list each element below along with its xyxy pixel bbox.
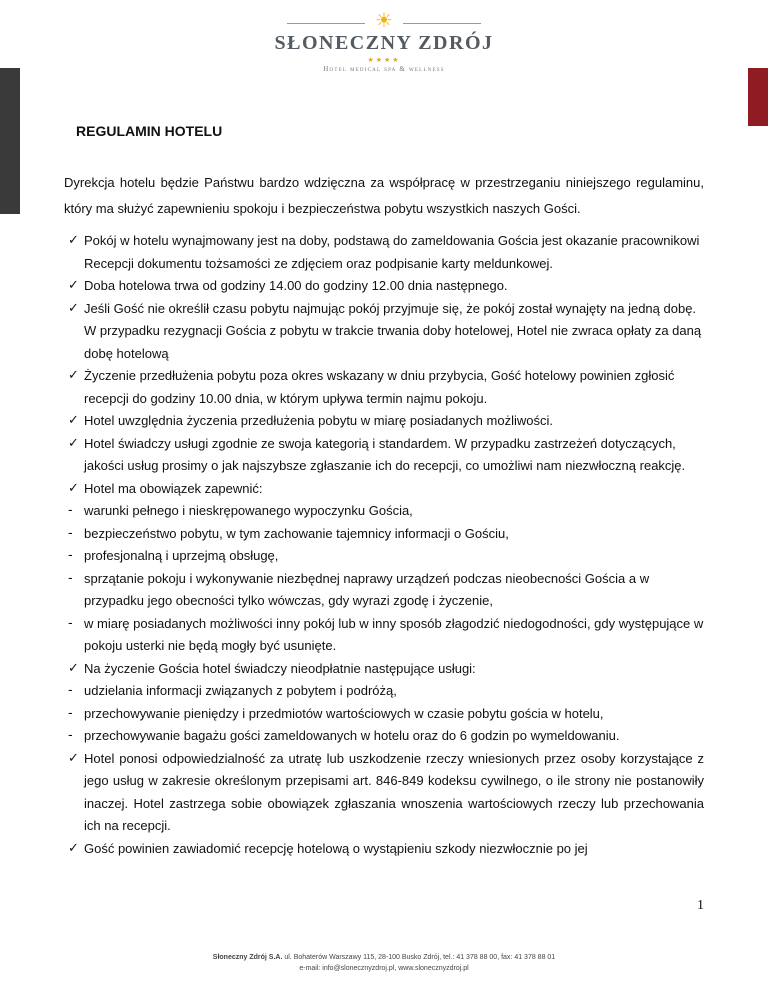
logo-rule-right [403,23,481,24]
checkmark-icon: ✓ [68,840,79,856]
rule-text: sprzątanie pokoju i wykonywanie niezbędnej naprawy urządzeń podczas nieobecności Gościa a w przypadku jego obecności tylko wówczas, gdy wyrazi zgodę i życzenie, [84,570,650,608]
rule-text: bezpieczeństwo pobytu, w tym zachowanie tajemnicy informacji o Gościu, [84,525,509,541]
sub-item [64,545,704,568]
checkmark-icon: ✓ [68,750,79,766]
rule-item [64,230,704,275]
rule-text: Hotel świadczy usługi zgodnie ze swoja kategorią i standardem. W przypadku zastrzeżeń dotyczących, jakości usług prosimy o jak najszybsze zgłaszanie ich do recepcji, co umożliwi nam niezwłoczną reakcję. [84,435,686,473]
checkmark-icon: ✓ [68,233,79,248]
rule-item [64,478,704,501]
logo-emblem [279,8,489,30]
dash-marker: - [68,570,73,586]
right-accent-bar [748,68,768,126]
page-number: 1 [697,898,704,913]
sub-item [64,523,704,546]
dash-marker: - [68,548,73,563]
dash-marker: - [68,683,73,698]
rule-item [64,433,704,478]
checkmark-icon: ✓ [68,300,79,316]
sun-icon: ☀ [375,8,393,32]
sub-item [64,500,704,523]
rule-item [64,748,704,838]
rule-text: przechowywanie pieniędzy i przedmiotów wartościowych w czasie pobytu gościa w hotelu, [84,705,604,721]
dash-marker: - [68,705,73,721]
rule-item [64,838,704,861]
rule-text: Hotel ma obowiązek zapewnić: [84,480,263,496]
rule-text: profesjonalną i uprzejmą obsługę, [84,548,279,563]
sub-item [64,703,704,726]
rule-text: Życzenie przedłużenia pobytu poza okres wskazany w dniu przybycia, Gość hotelowy powinien zgłosić recepcji do godziny 10.00 dnia, w którym upływa termin najmu pokoju. [84,368,675,406]
footer-address: ul. Bohaterów Warszawy 115, 28-100 Busko Zdrój, tel.: 41 378 88 00, fax: 41 378 88 01 [284,954,556,961]
checkmark-icon: ✓ [68,480,79,496]
footer-address-line [0,952,768,963]
rule-text: Pokój w hotelu wynajmowany jest na doby, podstawą do zameldowania Gościa jest okazanie pracownikowi Recepcji dokumentu tożsamości ze zdjęciem oraz podpisanie karty meldunkowej. [84,233,700,271]
hotel-logo [0,8,768,73]
sub-item [64,613,704,658]
rule-text: Na życzenie Gościa hotel świadczy nieodpłatnie następujące usługi: [84,660,476,676]
left-accent-bar [0,68,20,214]
checkmark-icon: ✓ [68,368,79,383]
rule-text: w miarę posiadanych możliwości inny pokój lub w inny sposób złagodzić niedogodności, gdy występujące w pokoju usterki nie będą mogły być usunięte. [84,615,704,653]
dash-marker: - [68,615,73,631]
checkmark-icon: ✓ [68,435,79,451]
checkmark-icon: ✓ [68,413,79,428]
rule-item [64,658,704,681]
checkmark-icon: ✓ [68,278,79,293]
logo-stars: ★★★★ [367,56,401,64]
footer-company: Słoneczny Zdrój S.A. [212,954,283,961]
rule-text: udzielania informacji związanych z pobytem i podróżą, [84,683,397,698]
rule-item [64,298,704,366]
document-title: REGULAMIN HOTELU [76,123,223,139]
footer-contact: e-mail: info@slonecznyzdroj.pl, www.slonecznyzdroj.pl [299,965,469,972]
rule-text: Doba hotelowa trwa od godziny 14.00 do godziny 12.00 dnia następnego. [84,278,508,293]
rule-item [64,410,704,433]
sub-item [64,568,704,613]
rule-text: warunki pełnego i nieskrępowanego wypoczynku Gościa, [84,503,413,518]
rule-text: Gość powinien zawiadomić recepcję hotelową o wystąpieniu szkody niezwłocznie po jej [84,840,588,856]
rule-item [64,275,704,298]
dash-marker: - [68,525,73,541]
rule-text: Hotel ponosi odpowiedzialność za utratę lub uszkodzenie rzeczy wniesionych przez osoby korzystające z jego usług w zakresie określonym przepisami art. 846-849 kodeksu cywilnego, o ile strony nie postanowiły inaczej. Hotel zastrzega sobie obowiązek zgłaszania wnoszenia wartościowych rzeczy lub przechowania ich na recepcji. [84,750,704,833]
logo-rule-left [287,23,365,24]
rule-text: Jeśli Gość nie określił czasu pobytu najmując pokój przyjmuje się, że pokój został wynajęty na jedną dobę. W przypadku rezygnacji Gościa z pobytu w trakcie trwania doby hotelowej, Hotel nie zwraca opłaty za daną dobę hotelową [84,300,702,361]
dash-marker: - [68,503,73,518]
sub-item [64,725,704,748]
checkmark-icon: ✓ [68,660,79,676]
rule-text: przechowywanie bagażu gości zameldowanych w hotelu oraz do 6 godzin po wymeldowaniu. [84,728,620,743]
rule-item [64,365,704,410]
dash-marker: - [68,728,73,743]
sub-item [64,680,704,703]
document-body [64,122,704,860]
logo-tagline: Hotel medical spa & wellness [323,65,445,73]
rules-list [64,230,704,860]
page-footer [0,952,768,974]
rule-text: Hotel uwzględnia życzenia przedłużenia pobytu w miarę posiadanych możliwości. [84,413,553,428]
intro-paragraph: Dyrekcja hotelu będzie Państwu bardzo wdzięczna za współpracę w przestrzeganiu niniejszego regulaminu, który ma służyć zapewnieniu spokoju i bezpieczeństwa pobytu wszystkich naszych Gości. [64,175,704,216]
logo-brand-name: SŁONECZNY ZDRÓJ [274,32,494,54]
